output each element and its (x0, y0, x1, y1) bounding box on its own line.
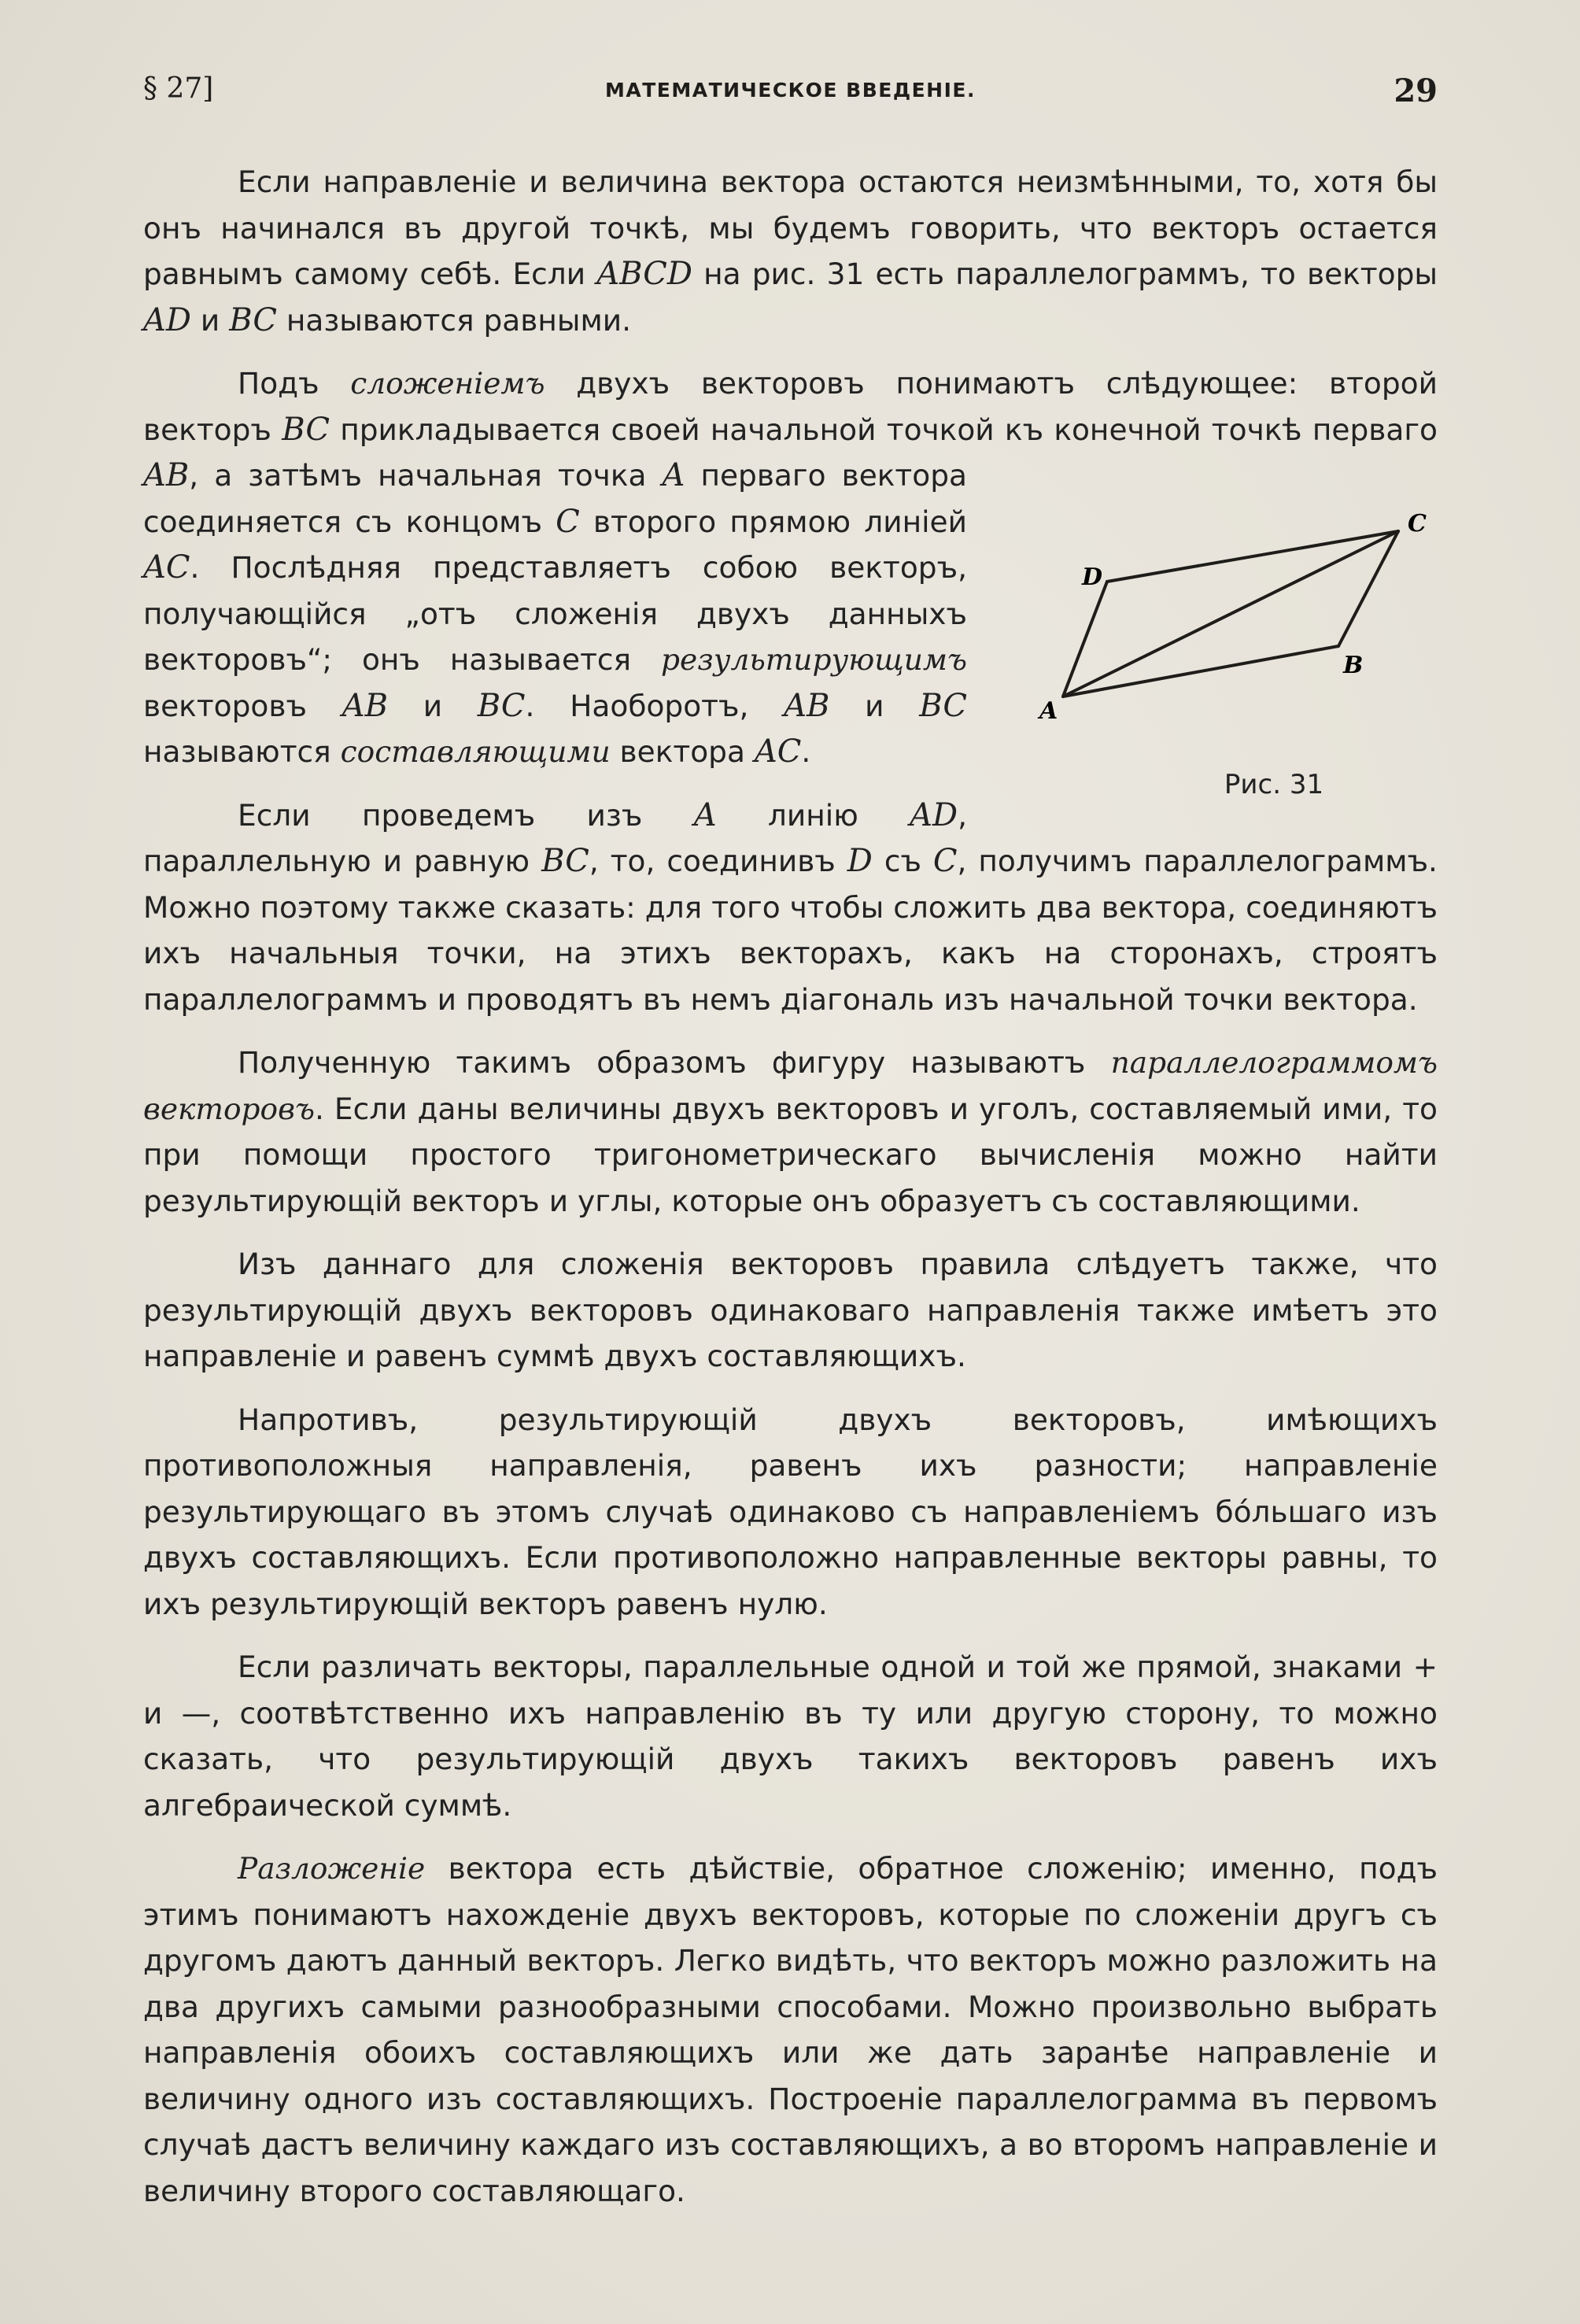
emphasized-term: результирующимъ (661, 642, 967, 677)
vector-symbol: A (662, 457, 685, 493)
text-run: двухъ векторовъ понимаютъ слѣдующее: второй векторъ (143, 366, 1438, 447)
figure-31 (1006, 459, 1447, 805)
vector-symbol: A (693, 796, 717, 833)
text-run: Если проведемъ изъ (238, 797, 694, 833)
vector-symbol: ABCD (596, 256, 692, 292)
vector-symbol: AB (341, 687, 388, 724)
paragraph-1 (143, 159, 1438, 343)
point-label-D: D (1082, 563, 1103, 591)
vector-symbol: BC (919, 687, 967, 724)
vector-symbol: BC (541, 843, 589, 879)
text-run: линію (716, 797, 910, 833)
text-run: называются (143, 734, 341, 769)
vector-symbol: BC (229, 301, 277, 338)
vector-symbol: D (847, 843, 873, 879)
paragraph-7: Если различать векторы, параллельные одной и той же прямой, знаками + и —, соотвѣтственно ихъ направленію въ ту или другую сторону, то можно сказать, что результирующій двухъ такихъ векторовъ равенъ ихъ алгебраической суммѣ. (143, 1650, 1438, 1823)
vector-symbol: C (556, 503, 580, 540)
text-run: . Если даны величины двухъ векторовъ и уголъ, составляемый ими, то при помощи простого тригонометрическаго вычисленія можно найти результирующій векторъ и углы, которые онъ образуетъ съ составляющими. (143, 1091, 1438, 1218)
paragraph-8 (143, 1846, 1438, 2214)
text-run: второго прямою линіей (579, 504, 967, 539)
parallelogram-diagram (1006, 459, 1447, 758)
side-BC (1338, 531, 1398, 646)
point-label-B: B (1343, 652, 1364, 679)
paragraph-5: Изъ даннаго для сложенія векторовъ правила слѣдуетъ также, что результирующій двухъ векторовъ одинаковаго направленія также имѣетъ это направленіе и равенъ суммѣ двухъ составляющихъ. (143, 1247, 1438, 1373)
text-run: Если направленіе и величина вектора остаются неизмѣнными, то, хотя бы онъ начинался въ другой точкѣ, мы будемъ говорить, что векторъ остается равнымъ самому себѣ. Если (143, 164, 1438, 291)
text-run: , а затѣмъ начальная точка (189, 458, 663, 493)
vector-symbol: AC (754, 733, 802, 770)
text-run: . (801, 734, 811, 769)
side-DC (1107, 531, 1398, 582)
vector-symbol: C (932, 843, 958, 879)
running-title: МАТЕМАТИЧЕСКОЕ ВВЕДЕНІЕ. (605, 79, 976, 102)
text-run: и (387, 688, 478, 723)
text-run: прикладывается своей начальной точкой къ конечной точкѣ перваго (329, 412, 1438, 447)
text-run: , получимъ параллелограммъ. Можно поэтому также сказать: для того чтобы сложить два вектора, соединяютъ ихъ начальныя точки, на этихъ векторахъ, какъ на сторонахъ, строятъ параллелограммъ и проводятъ въ немъ діагональ изъ начальной точки вектора. (143, 844, 1438, 1017)
section-reference: § 27] (143, 72, 214, 105)
text-run: . Послѣдняя представляетъ собою векторъ, получающійся „отъ сложенія двухъ данныхъ векторовъ“; онъ называется (143, 550, 967, 677)
vector-symbol: AD (910, 796, 958, 833)
text-run: и (829, 688, 920, 723)
text-run: векторовъ (143, 688, 342, 723)
emphasized-term: параллелограммомъ векторовъ (143, 1045, 1438, 1126)
text-run: . Наоборотъ, (525, 688, 784, 723)
text-run: называются равными. (276, 302, 632, 338)
emphasized-term: сложеніемъ (350, 366, 545, 401)
figure-caption: Рис. 31 (1224, 769, 1324, 800)
side-AB (1063, 646, 1338, 696)
point-label-A: A (1039, 697, 1058, 725)
text-run: перваго вектора соединяется съ концомъ (143, 458, 967, 539)
vector-symbol: BC (477, 687, 526, 724)
paragraph-3 (143, 793, 1438, 1023)
vector-symbol: AB (143, 457, 190, 493)
emphasized-term: составляющими (340, 734, 611, 769)
vector-symbol: AD (143, 301, 191, 338)
body-text (143, 159, 1438, 2231)
text-run: вектора есть дѣйствіе, обратное сложенію; именно, подъ этимъ понимаютъ нахожденіе двухъ векторовъ, которые по сложеніи другъ съ другомъ даютъ данный векторъ. Легко видѣть, что векторъ можно разложить на два другихъ самыми разнообразными способами. Можно произвольно выбрать направленія обоихъ составляющихъ или же дать заранѣе направленіе и величину одного изъ составляющихъ. Построеніе параллелограмма въ первомъ случаѣ дастъ величину каждаго изъ составляющихъ, а во второмъ направленіе и величину второго составляющаго. (143, 1851, 1438, 2208)
text-run: , то, соединивъ (589, 844, 847, 878)
text-run: и (190, 302, 230, 338)
page-number: 29 (1394, 72, 1438, 109)
vector-symbol: AB (784, 687, 830, 724)
point-label-C: C (1408, 510, 1427, 538)
text-run: съ (872, 844, 933, 878)
vector-symbol: BC (282, 411, 330, 448)
text-run: Подъ (238, 366, 351, 401)
paragraph-4 (143, 1040, 1438, 1224)
text-run: вектора (610, 734, 755, 769)
text-run: Полученную такимъ образомъ фигуру называютъ (238, 1045, 1111, 1080)
vector-symbol: AC (143, 549, 190, 586)
running-header (143, 72, 1438, 112)
text-run: на рис. 31 есть параллелограммъ, то векторы (692, 257, 1438, 291)
text-run: , параллельную и равную (143, 797, 967, 878)
emphasized-term: Разложеніе (238, 1851, 426, 1886)
paragraph-6: Напротивъ, результирующій двухъ векторовъ, имѣющихъ противоположныя направленія, равенъ ихъ разности; направленіе результирующаго въ этомъ случаѣ одинаково съ направленіемъ бóльшаго изъ двухъ составляющихъ. Если противоположно направленные векторы равны, то ихъ результирующій векторъ равенъ нулю. (143, 1402, 1438, 1621)
paragraph-2 (143, 360, 1438, 800)
